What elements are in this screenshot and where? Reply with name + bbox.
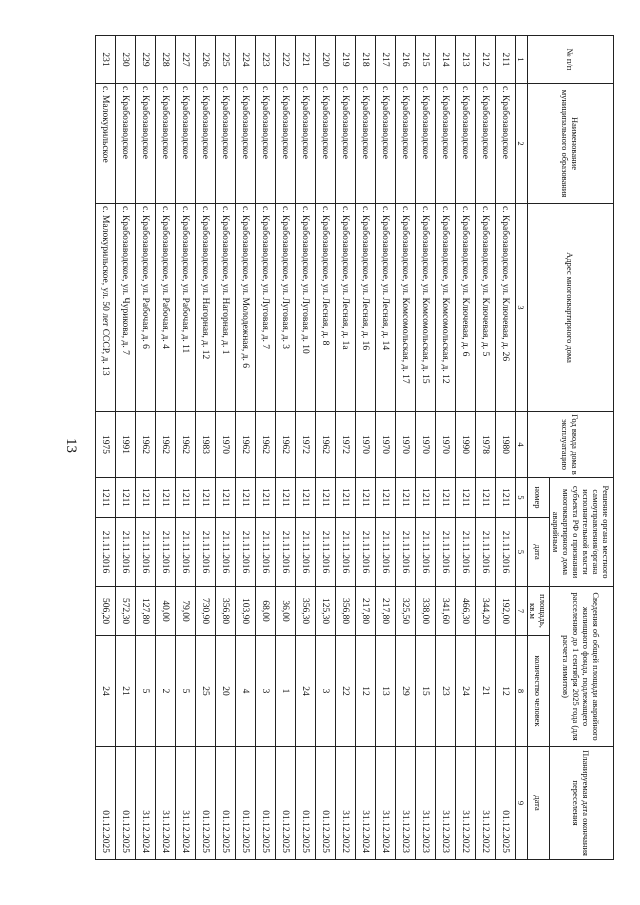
decision-number-cell: 1211 [196, 478, 216, 518]
planned-date-cell: 01.12.2025 [216, 747, 236, 860]
decision-date-cell: 21.11.2016 [136, 518, 156, 587]
table-row [236, 36, 256, 860]
address-cell: с. Крабозаводское, ул. Рабочая, д. 6 [136, 204, 156, 412]
address-cell: с. Крабозаводское, ул. Чурикова, д. 7 [116, 204, 136, 412]
decision-date-cell: 21.11.2016 [156, 518, 176, 587]
decision-date-cell: 21.11.2016 [456, 518, 476, 587]
planned-date-cell: 01.12.2025 [96, 747, 116, 860]
decision-number-cell: 1211 [396, 478, 416, 518]
row-number: 225 [216, 36, 236, 84]
people-cell: 3 [256, 636, 276, 747]
row-number: 213 [456, 36, 476, 84]
decision-date-cell: 21.11.2016 [376, 518, 396, 587]
year-cell: 1970 [216, 412, 236, 478]
address-cell: с. Крабозаводское, ул. Рабочая, д. 4 [156, 204, 176, 412]
decision-number-cell: 1211 [376, 478, 396, 518]
address-cell: с. Крабозаводское, ул. Ключевая, д. 5 [476, 204, 496, 412]
row-number: 223 [256, 36, 276, 84]
row-number: 212 [476, 36, 496, 84]
year-cell: 1970 [356, 412, 376, 478]
people-cell: 21 [116, 636, 136, 747]
municipality-cell: с. Крабозаводское [136, 84, 156, 204]
column-index: 2 [516, 84, 528, 204]
page-number: 13 [63, 438, 79, 453]
table-row [296, 36, 316, 860]
decision-date-cell: 21.11.2016 [256, 518, 276, 587]
table-row [276, 36, 296, 860]
decision-number-cell: 1211 [336, 478, 356, 518]
column-index: 7 [516, 587, 528, 636]
col-header-year: Год ввода дома в эксплуатацию [528, 412, 614, 478]
people-cell: 21 [476, 636, 496, 747]
planned-date-cell: 31.12.2022 [336, 747, 356, 860]
people-cell: 23 [436, 636, 456, 747]
people-cell: 24 [96, 636, 116, 747]
year-cell: 1962 [136, 412, 156, 478]
decision-number-cell: 1211 [96, 478, 116, 518]
address-cell: с. Крабозаводское, ул. Молодежная, д. 6 [236, 204, 256, 412]
municipality-cell: с. Крабозаводское [176, 84, 196, 204]
row-number: 222 [276, 36, 296, 84]
table-row [96, 36, 116, 860]
table-row [176, 36, 196, 860]
year-cell: 1972 [296, 412, 316, 478]
decision-number-cell: 1211 [476, 478, 496, 518]
planned-date-cell: 31.12.2024 [176, 747, 196, 860]
col-header-people: количество человек [528, 636, 550, 747]
table-row [336, 36, 356, 860]
address-cell: с. Крабозаводское, ул. Луговая, д. 3 [276, 204, 296, 412]
row-number: 214 [436, 36, 456, 84]
municipality-cell: с. Крабозаводское [216, 84, 236, 204]
decision-number-cell: 1211 [276, 478, 296, 518]
col-header-planned-date: дата [528, 747, 550, 860]
address-cell: с. Крабозаводское, ул. Нагорная, д. 12 [196, 204, 216, 412]
people-cell: 1 [276, 636, 296, 747]
decision-number-cell: 1211 [256, 478, 276, 518]
municipality-cell: с. Крабозаводское [356, 84, 376, 204]
decision-number-cell: 1211 [316, 478, 336, 518]
decision-date-cell: 21.11.2016 [476, 518, 496, 587]
address-cell: с. Крабозаводское, ул. Лесная, д. 8 [316, 204, 336, 412]
row-number: 219 [336, 36, 356, 84]
row-number: 216 [396, 36, 416, 84]
decision-number-cell: 1211 [296, 478, 316, 518]
row-number: 218 [356, 36, 376, 84]
decision-number-cell: 1211 [116, 478, 136, 518]
area-cell: 217,80 [356, 587, 376, 636]
row-number: 217 [376, 36, 396, 84]
row-number: 220 [316, 36, 336, 84]
municipality-cell: с. Крабозаводское [276, 84, 296, 204]
address-cell: с. Крабозаводское, ул. Комсомольская, д. 15 [416, 204, 436, 412]
decision-number-cell: 1211 [136, 478, 156, 518]
column-index: 9 [516, 747, 528, 860]
table-row [396, 36, 416, 860]
municipality-cell: с. Крабозаводское [256, 84, 276, 204]
year-cell: 1990 [456, 412, 476, 478]
planned-date-cell: 01.12.2025 [196, 747, 216, 860]
table-row [216, 36, 236, 860]
area-cell: 79,00 [176, 587, 196, 636]
municipality-cell: с. Крабозаводское [116, 84, 136, 204]
people-cell: 4 [236, 636, 256, 747]
people-cell: 20 [216, 636, 236, 747]
address-cell: с. Крабозаводское, ул. Лесная, д. 16 [356, 204, 376, 412]
year-cell: 1978 [476, 412, 496, 478]
address-cell: с. Малокурильское, ул. 50 лет СССР, д. 13 [96, 204, 116, 412]
year-cell: 1962 [236, 412, 256, 478]
area-cell: 125,30 [316, 587, 336, 636]
planned-date-cell: 31.12.2022 [476, 747, 496, 860]
planned-date-cell: 31.12.2022 [456, 747, 476, 860]
column-index: 3 [516, 204, 528, 412]
people-cell: 29 [396, 636, 416, 747]
col-header-area: площадь, кв.м [528, 587, 550, 636]
row-number: 231 [96, 36, 116, 84]
area-cell: 36,00 [276, 587, 296, 636]
area-cell: 68,00 [256, 587, 276, 636]
column-index: 4 [516, 412, 528, 478]
planned-date-cell: 01.12.2025 [296, 747, 316, 860]
table-row [416, 36, 436, 860]
decision-date-cell: 21.11.2016 [216, 518, 236, 587]
people-cell: 24 [456, 636, 476, 747]
area-cell: 338,00 [416, 587, 436, 636]
table-row [476, 36, 496, 860]
column-index-row [516, 36, 528, 860]
table-row [256, 36, 276, 860]
column-index: 5 [516, 478, 528, 518]
people-cell: 24 [296, 636, 316, 747]
planned-date-cell: 01.12.2025 [316, 747, 336, 860]
area-cell: 572,30 [116, 587, 136, 636]
decision-date-cell: 21.11.2016 [416, 518, 436, 587]
people-cell: 5 [176, 636, 196, 747]
municipality-cell: с. Крабозаводское [236, 84, 256, 204]
area-cell: 192,00 [496, 587, 516, 636]
col-header-planned: Планируемая дата окончания переселения [550, 747, 614, 860]
decision-number-cell: 1211 [236, 478, 256, 518]
people-cell: 15 [416, 636, 436, 747]
planned-date-cell: 31.12.2024 [156, 747, 176, 860]
municipality-cell: с. Крабозаводское [496, 84, 516, 204]
column-index: 8 [516, 636, 528, 747]
row-number: 229 [136, 36, 156, 84]
municipality-cell: с. Крабозаводское [396, 84, 416, 204]
decision-number-cell: 1211 [436, 478, 456, 518]
address-cell: с. Крабозаводское, ул. Рабочая, д. 11 [176, 204, 196, 412]
planned-date-cell: 31.12.2024 [376, 747, 396, 860]
area-cell: 103,90 [236, 587, 256, 636]
table-row [156, 36, 176, 860]
municipality-cell: с. Крабозаводское [296, 84, 316, 204]
year-cell: 1962 [156, 412, 176, 478]
decision-date-cell: 21.11.2016 [396, 518, 416, 587]
table-container [100, 35, 614, 859]
planned-date-cell: 01.12.2025 [256, 747, 276, 860]
column-index: 5 [516, 518, 528, 587]
address-cell: с. Крабозаводское, ул. Лесная, д. 14 [376, 204, 396, 412]
area-cell: 466,30 [456, 587, 476, 636]
area-cell: 356,30 [296, 587, 316, 636]
area-cell: 40,00 [156, 587, 176, 636]
planned-date-cell: 31.12.2024 [136, 747, 156, 860]
municipality-cell: с. Крабозаводское [416, 84, 436, 204]
decision-date-cell: 21.11.2016 [496, 518, 516, 587]
row-number: 211 [496, 36, 516, 84]
row-number: 230 [116, 36, 136, 84]
year-cell: 1962 [176, 412, 196, 478]
address-cell: с. Крабозаводское, ул. Лесная, д. 1а [336, 204, 356, 412]
col-header-decision-number: номер [528, 478, 550, 518]
area-cell: 127,80 [136, 587, 156, 636]
people-cell: 22 [336, 636, 356, 747]
municipality-cell: с. Крабозаводское [456, 84, 476, 204]
municipality-cell: с. Крабозаводское [316, 84, 336, 204]
municipality-cell: с. Малокурильское [96, 84, 116, 204]
decision-date-cell: 21.11.2016 [336, 518, 356, 587]
decision-date-cell: 21.11.2016 [356, 518, 376, 587]
table-row [356, 36, 376, 860]
table-row [436, 36, 456, 860]
table-row [116, 36, 136, 860]
year-cell: 1962 [256, 412, 276, 478]
planned-date-cell: 31.12.2023 [436, 747, 456, 860]
planned-date-cell: 31.12.2023 [396, 747, 416, 860]
decision-date-cell: 21.11.2016 [96, 518, 116, 587]
row-number: 215 [416, 36, 436, 84]
address-cell: с. Крабозаводское, ул. Ключевая, д. 6 [456, 204, 476, 412]
row-number: 227 [176, 36, 196, 84]
municipality-cell: с. Крабозаводское [376, 84, 396, 204]
decision-date-cell: 21.11.2016 [316, 518, 336, 587]
year-cell: 1962 [316, 412, 336, 478]
municipality-cell: с. Крабозаводское [156, 84, 176, 204]
planned-date-cell: 01.12.2025 [116, 747, 136, 860]
municipality-cell: с. Крабозаводское [196, 84, 216, 204]
year-cell: 1980 [496, 412, 516, 478]
municipality-cell: с. Крабозаводское [336, 84, 356, 204]
area-cell: 506,20 [96, 587, 116, 636]
people-cell: 12 [496, 636, 516, 747]
column-index: 1 [516, 36, 528, 84]
decision-date-cell: 21.11.2016 [116, 518, 136, 587]
planned-date-cell: 01.12.2025 [276, 747, 296, 860]
area-cell: 344,20 [476, 587, 496, 636]
table-row [456, 36, 476, 860]
row-number: 226 [196, 36, 216, 84]
year-cell: 1962 [276, 412, 296, 478]
planned-date-cell: 01.12.2025 [236, 747, 256, 860]
people-cell: 13 [376, 636, 396, 747]
address-cell: с. Крабозаводское, ул. Луговая, д. 7 [256, 204, 276, 412]
area-cell: 217,80 [376, 587, 396, 636]
decision-number-cell: 1211 [496, 478, 516, 518]
area-cell: 325,50 [396, 587, 416, 636]
municipality-cell: с. Крабозаводское [436, 84, 456, 204]
row-number: 224 [236, 36, 256, 84]
address-cell: с. Крабозаводское, ул. Комсомольская, д. 12 [436, 204, 456, 412]
decision-date-cell: 21.11.2016 [276, 518, 296, 587]
people-cell: 2 [156, 636, 176, 747]
decision-number-cell: 1211 [216, 478, 236, 518]
year-cell: 1975 [96, 412, 116, 478]
people-cell: 3 [316, 636, 336, 747]
decision-number-cell: 1211 [156, 478, 176, 518]
municipality-cell: с. Крабозаводское [476, 84, 496, 204]
area-cell: 356,80 [216, 587, 236, 636]
address-cell: с. Крабозаводское, ул. Ключевая, д. 26 [496, 204, 516, 412]
decision-number-cell: 1211 [456, 478, 476, 518]
people-cell: 5 [136, 636, 156, 747]
people-cell: 25 [196, 636, 216, 747]
people-cell: 12 [356, 636, 376, 747]
decision-number-cell: 1211 [416, 478, 436, 518]
col-header-address: Адрес многоквартирного дома [528, 204, 614, 412]
address-cell: с. Крабозаводское, ул. Луговая, д. 10 [296, 204, 316, 412]
year-cell: 1970 [436, 412, 456, 478]
decision-date-cell: 21.11.2016 [296, 518, 316, 587]
year-cell: 1983 [196, 412, 216, 478]
row-number: 228 [156, 36, 176, 84]
table-row [376, 36, 396, 860]
col-header-info: Сведения об общей площади аварийного жилищного фонда, подлежащего расселению до 1 сентября 2025 года (для расчета лимитов) [550, 587, 614, 747]
year-cell: 1970 [416, 412, 436, 478]
housing-table [95, 35, 614, 860]
year-cell: 1972 [336, 412, 356, 478]
year-cell: 1970 [376, 412, 396, 478]
address-cell: с. Крабозаводское, ул. Нагорная, д. 1 [216, 204, 236, 412]
planned-date-cell: 01.12.2025 [496, 747, 516, 860]
year-cell: 1970 [396, 412, 416, 478]
table-row [196, 36, 216, 860]
table-row [496, 36, 516, 860]
col-header-decision: Решение органа местного самоуправления/органа исполнительной власти субъекта РФ о признании многоквартирного дома аварийным [550, 478, 614, 587]
decision-date-cell: 21.11.2016 [176, 518, 196, 587]
decision-number-cell: 1211 [356, 478, 376, 518]
col-header-decision-date: дата [528, 518, 550, 587]
decision-number-cell: 1211 [176, 478, 196, 518]
decision-date-cell: 21.11.2016 [436, 518, 456, 587]
area-cell: 730,90 [196, 587, 216, 636]
table-row [316, 36, 336, 860]
area-cell: 341,60 [436, 587, 456, 636]
address-cell: с. Крабозаводское, ул. Комсомольская, д. 17 [396, 204, 416, 412]
planned-date-cell: 31.12.2023 [416, 747, 436, 860]
year-cell: 1991 [116, 412, 136, 478]
decision-date-cell: 21.11.2016 [196, 518, 216, 587]
col-header-municipality: Наименование муниципального образования [528, 84, 614, 204]
table-row [136, 36, 156, 860]
row-number: 221 [296, 36, 316, 84]
col-header-num: № п/п [528, 36, 614, 84]
decision-date-cell: 21.11.2016 [236, 518, 256, 587]
planned-date-cell: 31.12.2024 [356, 747, 376, 860]
area-cell: 356,80 [336, 587, 356, 636]
